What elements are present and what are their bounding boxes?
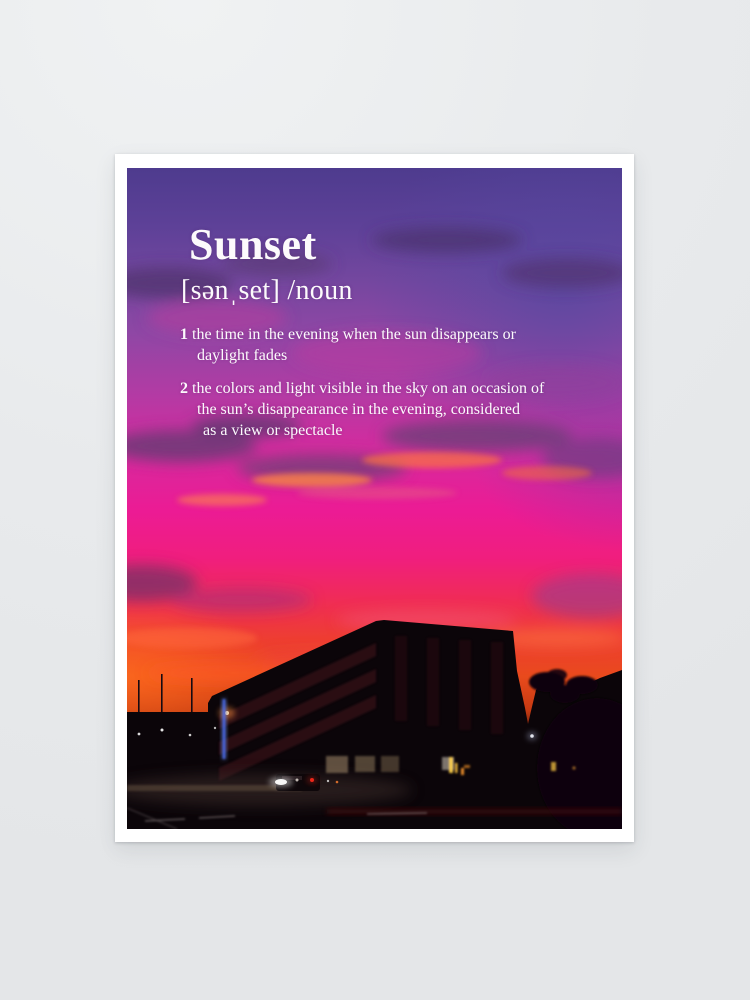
- definitions: [180, 324, 580, 441]
- definition-text-block: [180, 220, 580, 441]
- definition-1-line-1: [180, 324, 580, 345]
- poster: [115, 154, 634, 842]
- definition-2-line-1: [180, 378, 580, 399]
- definition-1: [180, 324, 580, 366]
- pronunciation: [sənˌset] /noun: [181, 275, 353, 306]
- street-lamp-poles: [138, 674, 193, 714]
- definition-2-number: 2: [180, 380, 188, 397]
- poster-title: Sunset: [189, 220, 317, 269]
- definition-2-line-2: the sun’s disappearance in the evening, considered: [197, 401, 520, 418]
- sunset-photo: [127, 168, 622, 829]
- definition-2-line-3: as a view or spectacle: [203, 422, 343, 439]
- definition-1-line-2: daylight fades: [197, 347, 288, 364]
- definition-1-number: 1: [180, 326, 188, 343]
- definition-2: [180, 378, 580, 441]
- definition-1-text: the time in the evening when the sun disappears or: [192, 326, 516, 343]
- blue-sign-light: [222, 699, 226, 759]
- definition-2-text: the colors and light visible in the sky on an occasion of: [192, 380, 545, 397]
